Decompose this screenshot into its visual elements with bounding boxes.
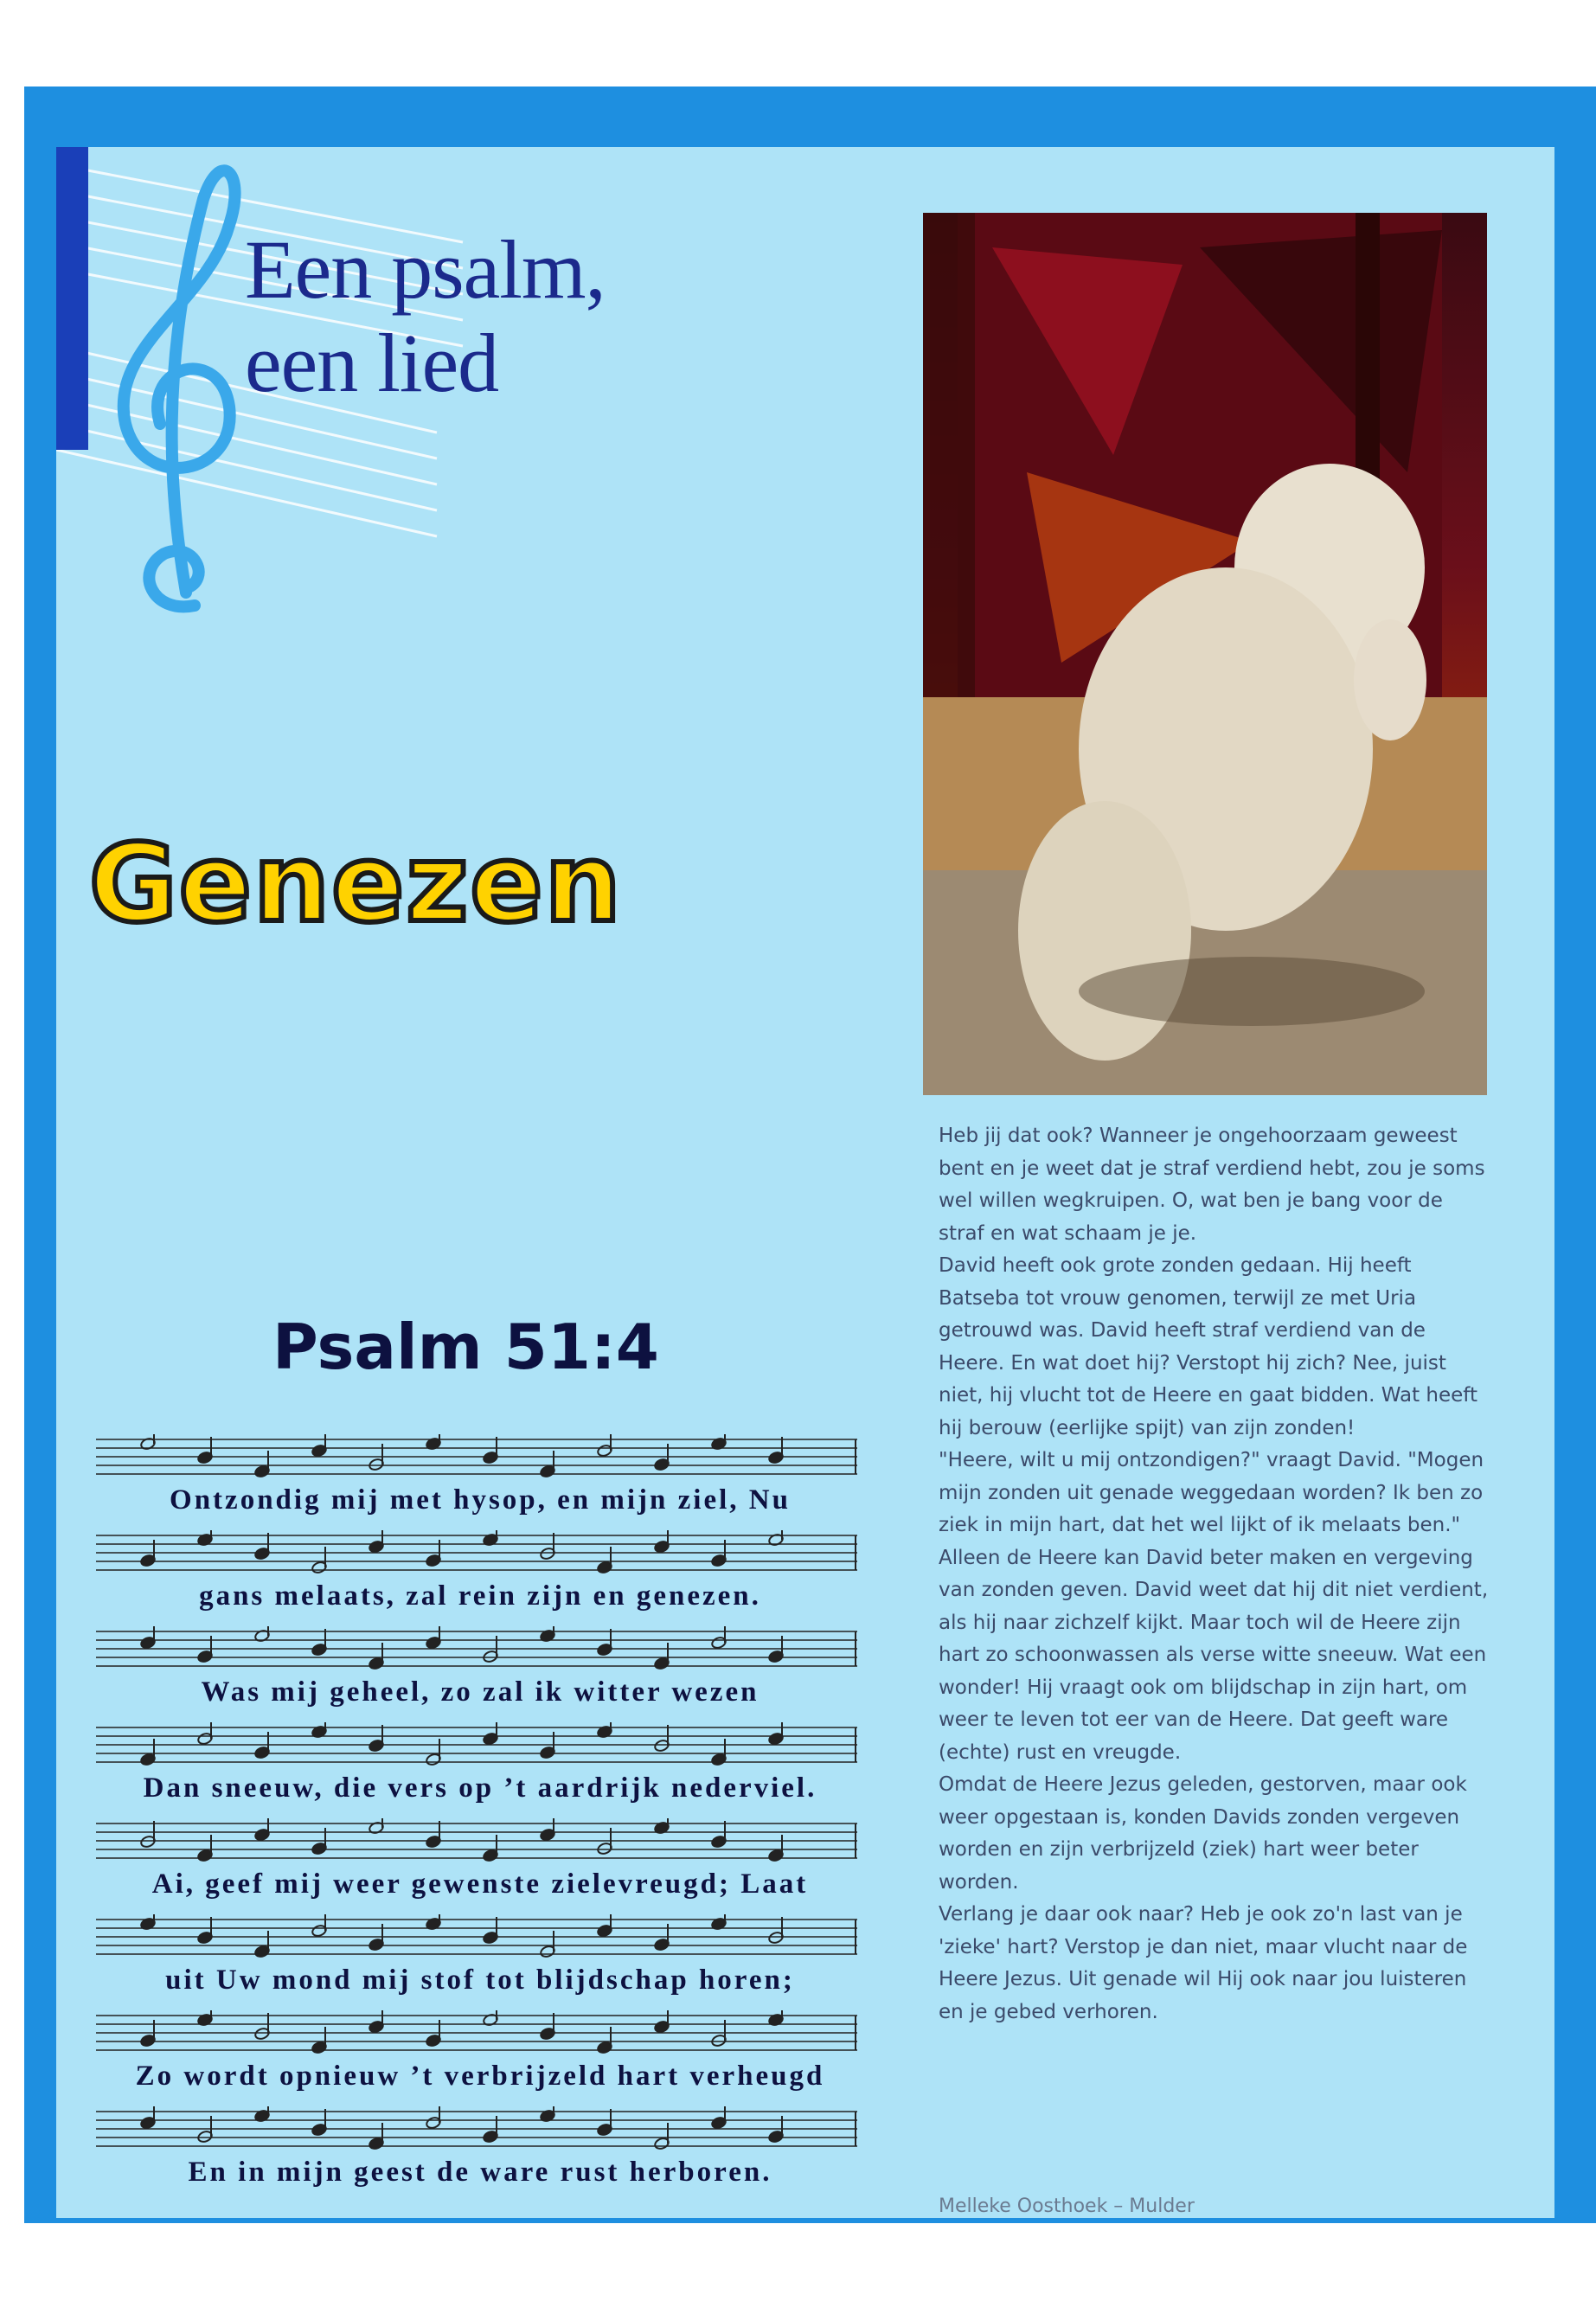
content-panel bbox=[56, 147, 1554, 2218]
page-title bbox=[245, 223, 606, 410]
music-staff bbox=[96, 1914, 857, 1959]
music-line bbox=[91, 1626, 895, 1722]
photo-praying-figure bbox=[923, 213, 1487, 1095]
lyric-line: Dan sneeuw, die vers op ’t aardrijk nederviel. bbox=[143, 1772, 817, 1804]
article-paragraph: "Heere, wilt u mij ontzondigen?" vraagt David. "Mogen mijn zonden uit genade weggedaan worden? Ik ben zo ziek in mijn hart, dat het wel lijkt of ik melaats ben." bbox=[939, 1449, 1484, 1536]
title-line-2: een lied bbox=[245, 317, 499, 409]
sheet-music bbox=[91, 1434, 895, 2202]
lyric-line: Ontzondig mij met hysop, en mijn ziel, Nu bbox=[170, 1484, 791, 1516]
music-line bbox=[91, 1434, 895, 1530]
music-staff bbox=[96, 1818, 857, 1863]
article-paragraph: Heb jij dat ook? Wanneer je ongehoorzaam geweest bent en je weet dat je straf verdiend hebt, zou je soms wel willen wegkruipen. O, wat ben je bang voor de straf en wat schaam je je. bbox=[939, 1125, 1485, 1245]
psalm-heading: Psalm 51:4 bbox=[272, 1311, 659, 1383]
music-line bbox=[91, 2106, 895, 2202]
article-paragraph: Alleen de Heere kan David beter maken en vergeving van zonden geven. David weet dat hij dit niet verdient, als hij naar zichzelf kijkt. Maar toch wil de Heere zijn hart zo schoonwassen als verse witte sneeuw. Wat een wonder! Hij vraagt ook om blijdschap in zijn hart, om weer te leven tot eer van de Heere. Dat geeft ware (echte) rust en vreugde. bbox=[939, 1546, 1489, 1764]
title-accent-bar bbox=[56, 147, 88, 450]
article-paragraph: Omdat de Heere Jezus geleden, gestorven, maar ook weer opgestaan is, konden Davids zonden vergeven worden en zijn verbrijzeld (ziek) hart weer beter worden. bbox=[939, 1773, 1467, 1894]
article-text bbox=[939, 1120, 1492, 2029]
music-staff bbox=[96, 1626, 857, 1671]
music-line bbox=[91, 1818, 895, 1914]
lyric-line: Ai, geef mij weer gewenste zielevreugd; Laat bbox=[151, 1868, 809, 1900]
music-staff bbox=[96, 1530, 857, 1575]
article-paragraph: Verlang je daar ook naar? Heb je ook zo'n last van je 'zieke' hart? Verstop je dan niet, maar vlucht naar de Heere Jezus. Uit genade wil Hij ook naar jou luisteren en je gebed verhoren. bbox=[939, 1903, 1468, 2023]
title-line-1: Een psalm, bbox=[245, 223, 606, 316]
music-line bbox=[91, 1914, 895, 2010]
music-line bbox=[91, 1530, 895, 1626]
music-line bbox=[91, 2010, 895, 2106]
music-staff bbox=[96, 2010, 857, 2055]
lyric-line: gans melaats, zal rein zijn en genezen. bbox=[199, 1580, 761, 1612]
lyric-line: Was mij geheel, zo zal ik witter wezen bbox=[201, 1676, 760, 1708]
author-signature: Melleke Oosthoek – Mulder bbox=[939, 2195, 1195, 2217]
music-staff bbox=[96, 2106, 857, 2151]
section-title: Genezen bbox=[89, 822, 623, 946]
lyric-line: uit Uw mond mij stof tot blijdschap horen; bbox=[165, 1965, 795, 1996]
music-staff bbox=[96, 1722, 857, 1767]
music-line bbox=[91, 1722, 895, 1818]
music-staff bbox=[96, 1434, 857, 1479]
lyric-line: Zo wordt opnieuw ’t verbrijzeld hart verheugd bbox=[135, 2061, 825, 2092]
article-paragraph: David heeft ook grote zonden gedaan. Hij heeft Batseba tot vrouw genomen, terwijl ze met Uria getrouwd was. David heeft straf verdiend van de Heere. En wat doet hij? Verstopt hij zich? Nee, juist niet, hij vlucht tot de Heere en gaat bidden. Wat heeft hij berouw (eerlijke spijt) van zijn zonden! bbox=[939, 1254, 1478, 1439]
lyric-line: En in mijn geest de ware rust herboren. bbox=[188, 2157, 772, 2188]
page-bottom-margin bbox=[0, 2223, 1596, 2301]
